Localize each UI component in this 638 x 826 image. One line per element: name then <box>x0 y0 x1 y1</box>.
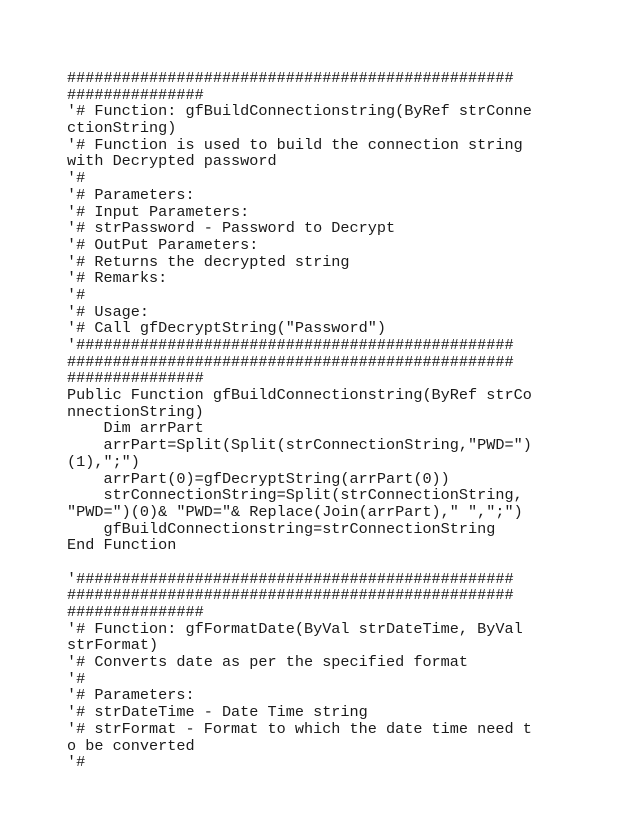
code-line: '# strDateTime - Date Time string <box>67 703 368 722</box>
code-line: '# Call gfDecryptString("Password") <box>67 319 386 338</box>
code-line: gfBuildConnectionstring=strConnectionString <box>67 519 496 538</box>
code-line: '# OutPut Parameters: <box>67 235 259 254</box>
code-line: Public Function gfBuildConnectionstring(ByRef strCo <box>67 386 532 405</box>
code-line: '# Parameters: <box>67 686 195 705</box>
code-line: ctionString) <box>67 119 177 138</box>
code-line: ################################################# <box>67 69 514 87</box>
code-line: strFormat) <box>67 636 159 655</box>
code-line: '# Function: gfFormatDate(ByVal strDateTime, ByVal <box>67 619 523 638</box>
code-line: '################################################ <box>67 336 514 354</box>
code-line: ################################################# <box>67 586 514 605</box>
code-line: '# Function: gfBuildConnectionstring(ByRef strConne <box>67 102 532 121</box>
code-listing <box>67 70 587 771</box>
code-line: '# <box>67 669 86 688</box>
code-line: End Function <box>67 536 177 555</box>
code-line <box>67 554 587 571</box>
code-line: '# <box>67 753 86 772</box>
code-line: "PWD=")(0)& "PWD="& Replace(Join(arrPart)," ",";") <box>67 502 523 521</box>
code-line: strConnectionString=Split(strConnectionString, <box>67 486 523 505</box>
code-line: o be converted <box>67 736 195 755</box>
code-line: '# Function is used to build the connection string <box>67 135 523 154</box>
code-line: '# Input Parameters: <box>67 202 250 221</box>
code-line: '# Returns the decrypted string <box>67 252 350 271</box>
code-line: '################################################ <box>67 569 514 588</box>
code-line: '# <box>67 169 86 188</box>
code-line: ############### <box>67 85 204 104</box>
code-line: arrPart(0)=gfDecryptString(arrPart(0)) <box>67 469 450 488</box>
code-line: ################################################# <box>67 352 514 371</box>
code-line: '# Remarks: <box>67 269 168 288</box>
code-line: '# <box>67 285 86 304</box>
code-line: '# Converts date as per the specified format <box>67 653 469 672</box>
code-line: nnectionString) <box>67 402 204 421</box>
code-line: Dim arrPart <box>67 419 204 438</box>
code-line: ############### <box>67 369 204 388</box>
code-line: '# Parameters: <box>67 185 195 204</box>
code-line: (1),";") <box>67 452 140 471</box>
code-line: ############### <box>67 603 204 621</box>
code-line: '# strPassword - Password to Decrypt <box>67 219 396 238</box>
code-line: '# strFormat - Format to which the date time need t <box>67 719 532 738</box>
code-line: '# Usage: <box>67 302 150 321</box>
code-line: arrPart=Split(Split(strConnectionString,"PWD=") <box>67 436 532 455</box>
code-line: with Decrypted password <box>67 152 277 171</box>
